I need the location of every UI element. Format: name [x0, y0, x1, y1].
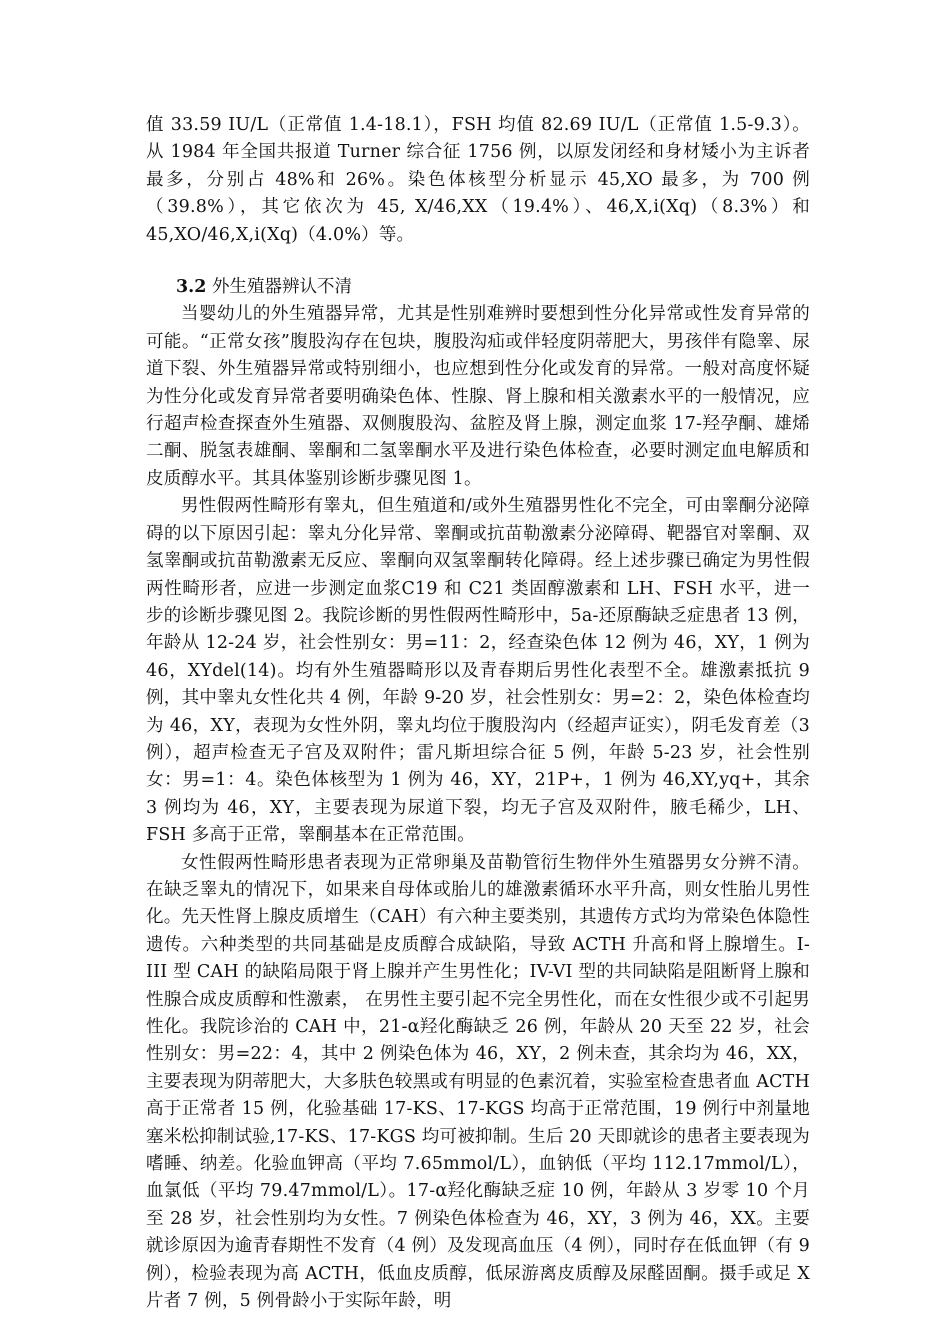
section-title: 外生殖器辨认不清 — [206, 277, 353, 298]
section-heading — [146, 274, 810, 301]
paragraph-female-pseudohermaphroditism: 女性假两性畸形患者表现为正常卵巢及苗勒管衍生物伴外生殖器男女分辨不清。在缺乏睾丸的情况下，如果来自母体或胎儿的雄激素循环水平升高，则女性胎儿男性化。先天性肾上腺皮质增生（CAH）有六种主要类别，其遗传方式均为常染色体隐性遗传。六种类型的共同基础是皮质醇合成缺陷，导致 ACTH 升高和肾上腺增生。I-III 型 CAH 的缺陷局限于肾上腺并产生男性化；IV-VI 型的共同缺陷是阻断肾上腺和性腺合成皮质醇和性激素， 在男性主要引起不完全男性化，而在女性很少或不引起男性化。我院诊治的 CAH 中，21-α羟化酶缺乏 26 例，年龄从 20 天至 22 岁，社会性别女：男=22：4，其中 2 例染色体为 46，XY，2 例未查，其余均为 46，XX，主要表现为阴蒂肥大，大多肤色较黑或有明显的色素沉着，实验室检查患者血 ACTH 高于正常者 15 例，化验基础 17-KS、17-KGS 均高于正常范围，19 例行中剂量地塞米松抑制试验,17-KS、17-KGS 均可被抑制。生后 20 天即就诊的患者主要表现为嗜睡、纳差。化验血钾高（平均 7.65mmol/L），血钠低（平均 112.17mmol/L），血氯低（平均 79.47mmol/L）。17-α羟化酶缺乏症 10 例，年龄从 3 岁零 10 个月至 28 岁，社会性别均为女性。7 例染色体检查为 46，XY，3 例为 46，XX。主要就诊原因为逾青春期性不发育（4 例）及发现高血压（4 例），同时存在低血钾（有 9 例），检验表现为高 ACTH，低血皮质醇，低尿游离皮质醇及尿醛固酮。摄手或足 X 片者 7 例，5 例骨龄小于实际年龄，明 — [146, 852, 810, 1312]
document-page — [146, 112, 810, 1315]
paragraph-turner-stats: 值 33.59 IU/L（正常值 1.4-18.1），FSH 均值 82.69 IU/L（正常值 1.5-9.3）。从 1984 年全国共报道 Turner 综合征 1756 例，以原发闭经和身材矮小为主诉者最多，分别占 48%和 26%。染色体核型分析显示 45,XO 最多，为 700 例（39.8%），其它依次为 45, X/46,XX（19.4%）、46,X,i(Xq)（8.3%）和 45,XO/46,X,i(Xq)（4.0%）等。 — [146, 115, 810, 245]
paragraph-male-pseudohermaphroditism: 男性假两性畸形有睾丸，但生殖道和/或外生殖器男性化不完全，可由睾酮分泌障碍的以下原因引起：睾丸分化异常、睾酮或抗苗勒激素分泌障碍、靶器官对睾酮、双氢睾酮或抗苗勒激素无反应、睾酮向双氢睾酮转化障碍。经上述步骤已确定为男性假两性畸形者，应进一步测定血浆C19 和 C21 类固醇激素和 LH、FSH 水平，进一步的诊断步骤见图 2。我院诊断的男性假两性畸形中，5a-还原酶缺乏症患者 13 例，年龄从 12-24 岁，社会性别女：男=11：2，经查染色体 12 例为 46，XY，1 例为 46，XYdel(14)。均有外生殖器畸形以及青春期后男性化表型不全。雄激素抵抗 9 例，其中睾丸女性化共 4 例，年龄 9-20 岁，社会性别女：男=2：2，染色体检查均为 46，XY，表现为女性外阴，睾丸均位于腹股沟内（经超声证实），阴毛发育差（3 例），超声检查无子宫及双附件；雷凡斯坦综合征 5 例，年龄 5-23 岁，社会性别女：男=1：4。染色体核型为 1 例为 46，XY，21P+，1 例为 46,XY,yq+，其余 3 例均为 46，XY，主要表现为尿道下裂，均无子宫及双附件，腋毛稀少，LH、FSH 多高于正常，睾酮基本在正常范围。 — [146, 496, 810, 846]
paragraph-genital-ambiguity: 当婴幼儿的外生殖器异常，尤其是性别难辨时要想到性分化异常或性发育异常的可能。“正常女孩”腹股沟存在包块，腹股沟疝或伴轻度阴蒂肥大，男孩伴有隐睾、尿道下裂、外生殖器异常或特别细小，也应想到性分化或发育的异常。一般对高度怀疑为性分化或发育异常者要明确染色体、性腺、肾上腺和相关激素水平的一般情况，应行超声检查探查外生殖器、双侧腹股沟、盆腔及肾上腺，测定血浆 17-羟孕酮、雄烯二酮、脱氢表雄酮、睾酮和二氢睾酮水平及进行染色体检查，必要时测定血电解质和皮质醇水平。其具体鉴别诊断步骤见图 1。 — [146, 304, 810, 489]
section-number: 3.2 — [176, 277, 207, 298]
